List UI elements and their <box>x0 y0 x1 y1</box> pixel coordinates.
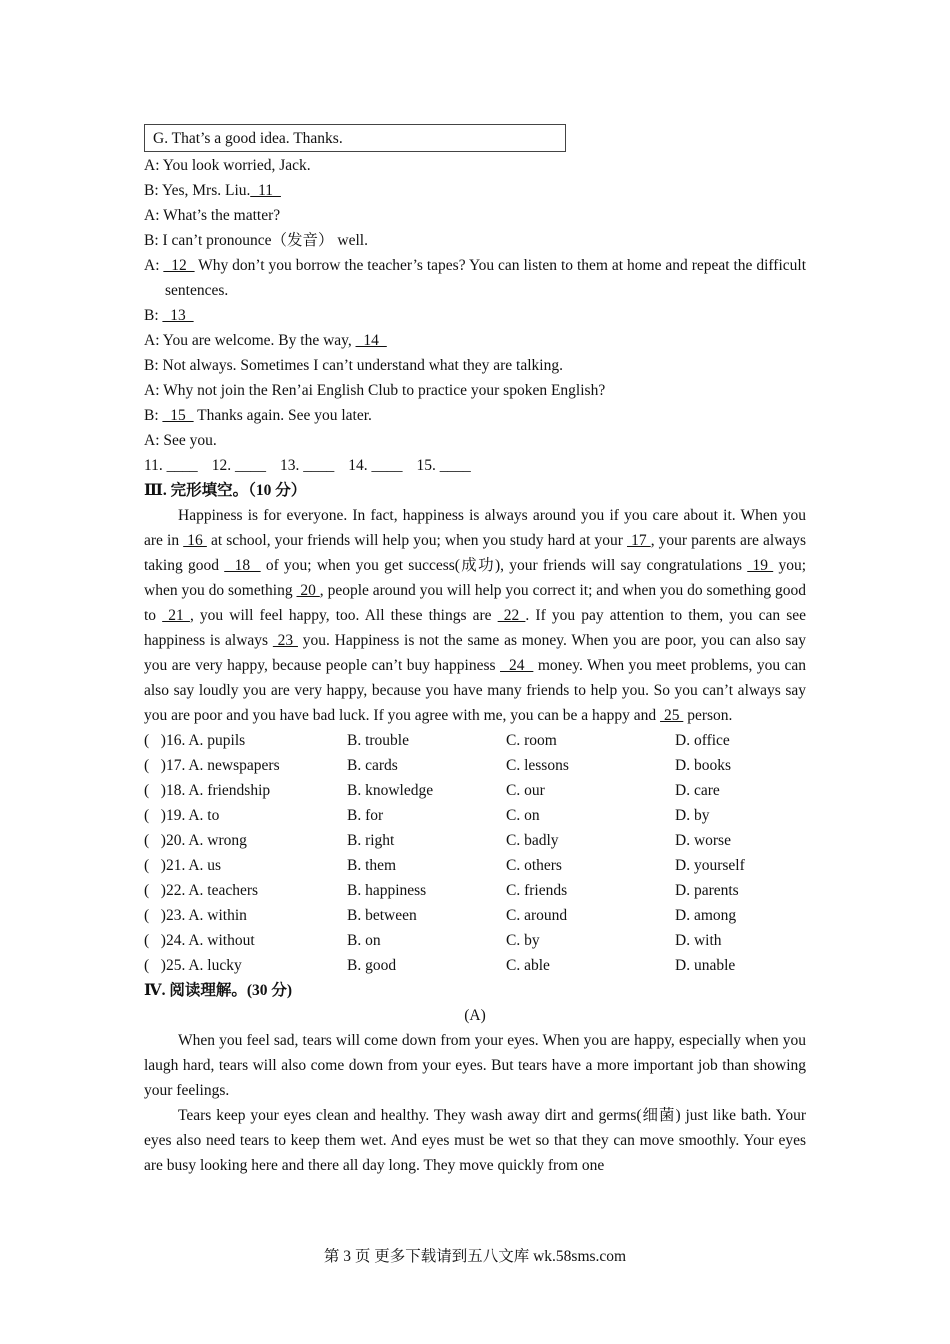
answer-blank: 12. ____ <box>211 457 266 474</box>
option-c: C. able <box>506 957 550 974</box>
passage-text: , people around you will help you correct it; and when you do something good to <box>144 582 807 624</box>
reading-paragraph-2: Tears keep your eyes clean and healthy. They wash away dirt and germs(细菌) just like bath. Your eyes also need tears to keep them wet. And eyes must be wet so that they can move smoothly. Your eyes are busy looking here and there all day long. They move quickly from one <box>144 1107 806 1174</box>
option-row-23 <box>144 903 806 928</box>
option-row-24 <box>144 928 806 953</box>
option-d: D. worse <box>675 832 731 849</box>
passage-a-label: (A) <box>464 1007 486 1024</box>
blank-25: 25 <box>660 707 684 724</box>
answer-blank: 14. ____ <box>348 457 403 474</box>
cloze-passage <box>144 503 806 728</box>
option-c: C. lessons <box>506 757 569 774</box>
dialogue-line-6 <box>144 303 806 328</box>
blank-21: 21 <box>162 607 190 624</box>
option-d: D. unable <box>675 957 736 974</box>
option-b: B. for <box>347 807 384 824</box>
dialogue-line-7 <box>144 328 806 353</box>
option-a: ( )21. A. us <box>144 857 222 874</box>
blank-24: 24 <box>500 657 534 674</box>
reading-paragraph-1: When you feel sad, tears will come down from your eyes. When you are happy, especially when you laugh hard, tears will also come down from your eyes. But tears have a more important job than showing your feelings. <box>144 1032 806 1099</box>
passage-text: at school, your friends will help you; when you study hard at your <box>210 532 623 549</box>
passage-text: Happiness is for everyone. In fact, happiness is always around you if you care about it. When you are in <box>144 507 806 549</box>
option-a: ( )20. A. wrong <box>144 832 247 849</box>
option-c: C. our <box>506 782 545 799</box>
dialogue-line-4: B: I can’t pronounce（发音） well. <box>144 232 368 249</box>
dialogue-text: A: <box>144 257 160 274</box>
dialogue-line-3: A: What’s the matter? <box>144 207 281 224</box>
blank-18: 18 <box>224 557 261 574</box>
blank-14: _14_ <box>355 332 387 349</box>
page-footer: 第 3 页 更多下载请到五八文库 wk.58sms.com <box>323 1248 627 1265</box>
answer-blank: 13. ____ <box>279 457 335 474</box>
dialogue-text: B: <box>144 407 159 424</box>
option-a: ( )25. A. lucky <box>144 957 242 974</box>
option-d: D. with <box>675 932 722 949</box>
dialogue-line-8: B: Not always. Sometimes I can’t understand what they are talking. <box>144 357 563 374</box>
dialogue-text: B: <box>144 307 159 324</box>
passage-text: . If you pay attention to them, you can see happiness is always <box>144 607 807 649</box>
dialogue-text: B: Yes, Mrs. Liu. <box>144 182 251 199</box>
dialogue-line-11: A: See you. <box>144 432 217 449</box>
option-c: C. around <box>506 907 568 924</box>
dialogue-text: Thanks again. See you later. <box>197 407 372 424</box>
option-row-18 <box>144 778 806 803</box>
option-row-25 <box>144 953 806 978</box>
option-row-19 <box>144 803 806 828</box>
page-content <box>144 124 806 1178</box>
blank-16: 16 <box>183 532 207 549</box>
passage-text: you. Happiness is not the same as money. When you are poor, you can also say you are very happy, because people can’t buy happiness <box>144 632 807 674</box>
blank-11: _11_ <box>250 182 281 199</box>
passage-text: of you; when you get success(成功), your friends will say congratulations <box>265 557 742 574</box>
blank-17: 17 <box>627 532 651 549</box>
option-a: ( )23. A. within <box>144 907 247 924</box>
section-3-heading: Ⅲ. 完形填空。（10 分） <box>144 482 307 499</box>
dialogue-line-10 <box>144 403 806 428</box>
option-a: ( )19. A. to <box>144 807 220 824</box>
option-d: D. office <box>675 732 730 749</box>
option-c: C. by <box>506 932 540 949</box>
option-b: B. knowledge <box>347 782 434 799</box>
answer-blank: 15. ____ <box>416 457 471 474</box>
option-b: B. right <box>347 832 395 849</box>
option-d: D. parents <box>675 882 739 899</box>
option-d: D. among <box>675 907 737 924</box>
cloze-options <box>144 728 806 978</box>
option-d: D. yourself <box>675 857 745 874</box>
blank-13: _13_ <box>162 307 194 324</box>
option-b: B. happiness <box>347 882 427 899</box>
option-c: C. others <box>506 857 562 874</box>
option-row-22 <box>144 878 806 903</box>
passage-text: person. <box>687 707 733 724</box>
option-b: B. good <box>347 957 397 974</box>
option-d: D. books <box>675 757 731 774</box>
option-row-20 <box>144 828 806 853</box>
option-row-17 <box>144 753 806 778</box>
answer-blanks-row <box>144 453 806 478</box>
option-a: ( )24. A. without <box>144 932 255 949</box>
option-c: C. on <box>506 807 540 824</box>
option-b: B. them <box>347 857 397 874</box>
blank-22: 22 <box>497 607 526 624</box>
passage-text: , your parents are always taking good <box>144 532 807 574</box>
passage-text: you; when you do something <box>144 557 806 599</box>
dialogue-text: Why don’t you borrow the teacher’s tapes? You can listen to them at home and repeat the difficult sentences. <box>165 257 806 299</box>
option-d: D. care <box>675 782 720 799</box>
option-b: B. on <box>347 932 381 949</box>
option-c: C. room <box>506 732 557 749</box>
blank-23: 23 <box>272 632 298 649</box>
option-c: C. friends <box>506 882 568 899</box>
option-b: B. trouble <box>347 732 409 749</box>
answer-blank: 11. ____ <box>144 457 198 474</box>
option-b: B. cards <box>347 757 398 774</box>
option-row-16 <box>144 728 806 753</box>
option-g-box: G. That’s a good idea. Thanks. <box>144 124 566 152</box>
option-b: B. between <box>347 907 417 924</box>
option-a: ( )18. A. friendship <box>144 782 271 799</box>
blank-12: _12_ <box>163 257 195 274</box>
section-4-heading: Ⅳ. 阅读理解。(30 分) <box>144 982 293 999</box>
dialogue-line-2 <box>144 178 806 203</box>
option-d: D. by <box>675 807 710 824</box>
option-a: ( )22. A. teachers <box>144 882 259 899</box>
option-c: C. badly <box>506 832 559 849</box>
blank-15: _15_ <box>162 407 194 424</box>
dialogue-line-5 <box>144 253 806 303</box>
dialogue-line-9: A: Why not join the Ren’ai English Club to practice your spoken English? <box>144 382 606 399</box>
passage-text: money. When you meet problems, you can also say loudly you are very happy, because you have many friends to help you. So you can’t always say you are poor and you have bad luck. If you agree with me, you can be a happy and <box>144 657 807 724</box>
option-a: ( )17. A. newspapers <box>144 757 280 774</box>
blank-19: 19 <box>747 557 774 574</box>
option-row-21 <box>144 853 806 878</box>
blank-20: 20 <box>296 582 320 599</box>
dialogue-line-1: A: You look worried, Jack. <box>144 157 311 174</box>
passage-text: , you will feel happy, too. All these things are <box>189 607 492 624</box>
option-a: ( )16. A. pupils <box>144 732 246 749</box>
dialogue-text: A: You are welcome. By the way, <box>144 332 352 349</box>
